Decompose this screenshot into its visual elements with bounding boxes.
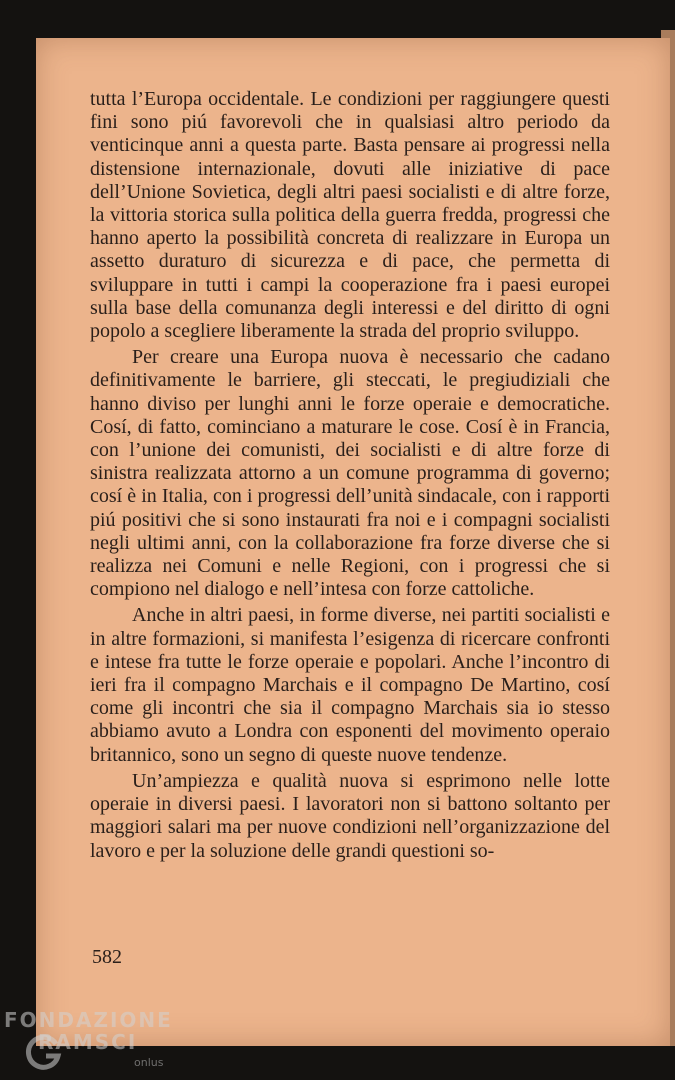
watermark: [4, 1008, 204, 1078]
watermark-suffix: onlus: [134, 1056, 164, 1069]
paragraph-4: Un’ampiezza e qualità nuova si esprimono nelle lotte operaie in diversi paesi. I lavoratori non si battono soltanto per maggiori salari ma per nuove condizioni nell’organizzazione del lavoro e per la soluzione delle grandi questioni so-: [90, 769, 610, 862]
paragraph-3: Anche in altri paesi, in forme diverse, nei partiti socialisti e in altre formazioni, si manifesta l’esigenza di ricercare confronti e intese fra tutte le forze operaie e popolari. Anche l’incontro di ieri fra il compagno Marchais e il compagno De Martino, cosí come gli incontri che sia il compagno Marchais sia io stesso abbiamo avuto a Londra con esponenti del movimento operaio britannico, sono un segno di queste nuove tendenze.: [90, 604, 610, 766]
paragraph-2: Per creare una Europa nuova è necessario che cadano definitivamente le barriere, gli steccati, le pregiudiziali che hanno diviso per lunghi anni le forze operaie e democratiche. Cosí, di fatto, cominciano a maturare le cose. Cosí è in Francia, con l’unione dei comunisti, dei socialisti e di altre forze di sinistra realizzata attorno a un comune programma di governo; cosí è in Italia, con i progressi dell’unità sindacale, con i rapporti piú positivi che si sono instaurati fra noi e i compagni socialisti negli ultimi anni, con la collaborazione fra forze diverse che si realizza nei Comuni e nelle Regioni, con i progressi che si compiono nel dialogo e nell’intesa con forze cattoliche.: [90, 346, 610, 601]
body-text: [90, 88, 610, 863]
watermark-line1: FONDAZIONE: [4, 1008, 173, 1032]
paragraph-1: tutta l’Europa occidentale. Le condizioni per raggiungere questi fini sono piú favorevoli che in qualsiasi altro periodo da venticinque anni a questa parte. Basta pensare ai progressi nella distensione internazionale, dovuti alle iniziative di pace dell’Unione Sovietica, degli altri paesi socialisti e di altre forze, la vittoria storica sulla politica della guerra fredda, progressi che hanno aperto la possibilità concreta di realizzare in Europa un assetto duraturo di sicurezza e di pace, che permetta di sviluppare in tutti i campi la cooperazione fra i paesi europei sulla base della comunanza degli interessi e del diritto di ogni popolo a scegliere liberamente la strada del proprio sviluppo.: [90, 88, 610, 343]
page-number: 582: [92, 946, 122, 968]
watermark-line2: RAMSCI: [38, 1030, 138, 1054]
